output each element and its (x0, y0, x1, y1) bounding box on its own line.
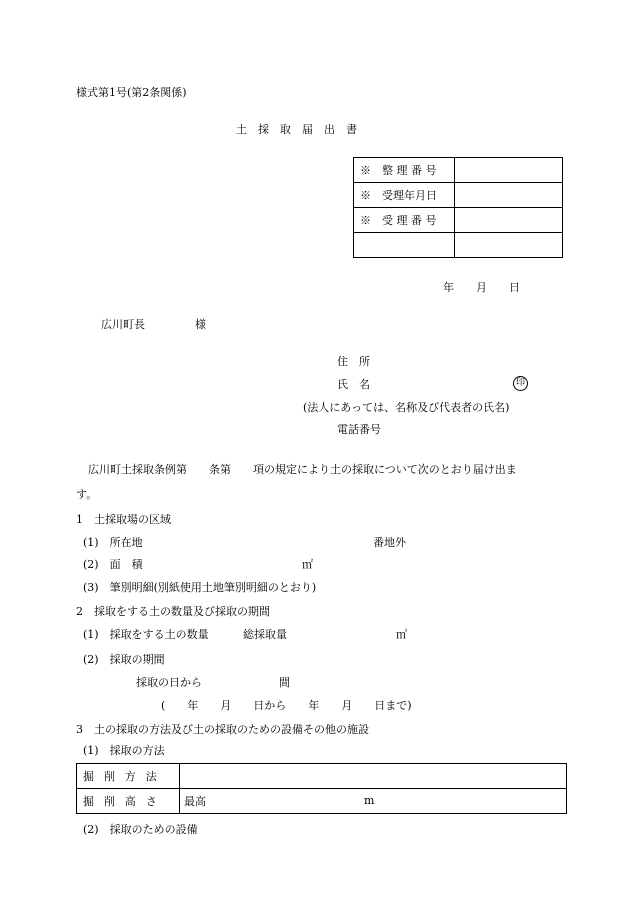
method-table (76, 763, 567, 814)
period-from: 採取の日から (136, 676, 202, 689)
area-label: (2) 面 積 (83, 558, 143, 571)
location-suffix: 番地外 (373, 536, 406, 549)
office-cell-value[interactable] (455, 158, 563, 183)
seal-mark: 印 (513, 376, 528, 391)
phone-label: 電話番号 (337, 423, 381, 436)
office-cell-value[interactable] (455, 233, 563, 258)
location-label: (1) 所在地 (83, 536, 143, 549)
table-row (354, 233, 563, 258)
height-value-cell[interactable] (180, 789, 567, 814)
section2-heading: 2 採取をする土の数量及び採取の期間 (76, 605, 270, 618)
addressee-honorific: 様 (195, 318, 206, 331)
office-cell-label: ※ 受理年月日 (354, 183, 455, 208)
intro-line-1: 広川町土採取条例第 条第 項の規定により土の採取について次のとおり届け出ま (88, 463, 517, 476)
office-cell-value[interactable] (455, 183, 563, 208)
period-dates: ( 年 月 日から 年 月 日まで) (161, 699, 412, 712)
height-row-label: 掘削高さ (77, 789, 180, 814)
date-line: 年 月 日 (443, 281, 520, 294)
period-label: (2) 採取の期間 (83, 653, 165, 666)
parcel-label: (3) 筆別明細(別紙使用土地筆別明細のとおり) (83, 581, 317, 594)
table-row (354, 158, 563, 183)
table-row (354, 208, 563, 233)
office-cell-label: ※ 整 理 番 号 (354, 158, 455, 183)
method-row-label: 掘削方法 (77, 764, 180, 789)
table-row (354, 183, 563, 208)
form-number: 様式第1号(第2条関係) (76, 86, 187, 99)
quantity-label: (1) 採取をする土の数量 (83, 628, 209, 641)
quantity-total-label: 総採取量 (243, 628, 287, 641)
office-cell-label (354, 233, 455, 258)
method-value-cell[interactable] (180, 764, 567, 789)
office-cell-value[interactable] (455, 208, 563, 233)
intro-line-2: す。 (76, 488, 98, 501)
period-suffix: 間 (279, 676, 290, 689)
table-row (77, 789, 567, 814)
section1-heading: 1 土採取場の区域 (76, 513, 171, 526)
corporate-note: (法人にあっては、名称及び代表者の氏名) (303, 401, 510, 414)
quantity-unit: ㎥ (396, 628, 407, 641)
height-unit: m (364, 794, 375, 807)
section3-heading: 3 土の採取の方法及び土の採取のための設備その他の施設 (76, 723, 369, 736)
table-row (77, 764, 567, 789)
height-prefix: 最高 (184, 795, 206, 808)
area-unit: ㎡ (302, 558, 313, 571)
addressee-name: 広川町長 (101, 318, 145, 331)
page-title: 土 採 取 届 出 書 (236, 123, 357, 136)
address-label: 住 所 (337, 355, 370, 368)
office-cell-label: ※ 受 理 番 号 (354, 208, 455, 233)
office-use-table (353, 157, 563, 258)
method-subheading: (1) 採取の方法 (83, 744, 165, 757)
equipment-subheading: (2) 採取のための設備 (83, 823, 198, 836)
name-label: 氏 名 (337, 378, 370, 391)
